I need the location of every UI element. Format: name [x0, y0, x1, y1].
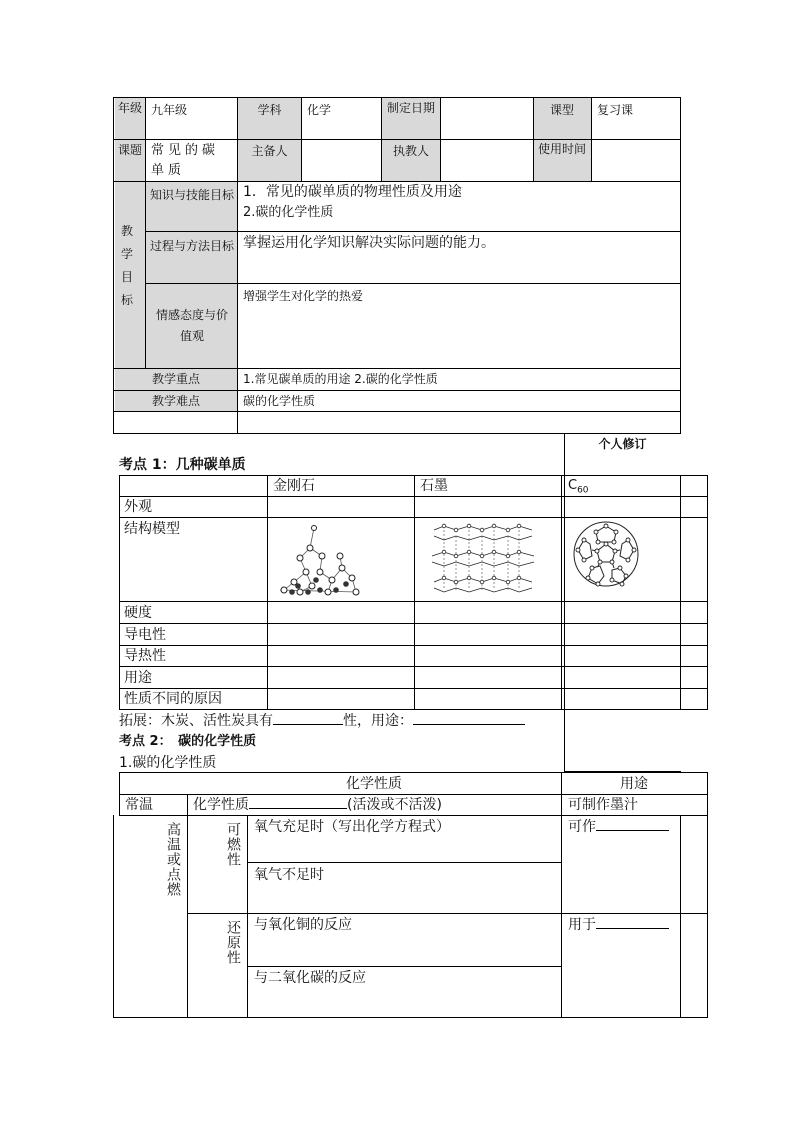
- emotion-goal-text: 增强学生对化学的热爱: [243, 289, 364, 303]
- rule: [113, 97, 114, 434]
- lesson-type-value: 复习课: [597, 103, 634, 117]
- high-temp-label: 高温或点燃: [165, 822, 181, 897]
- revision-label: 个人修订: [598, 437, 647, 451]
- rule: [381, 97, 382, 181]
- normal-temp-label: 常温: [125, 797, 153, 813]
- rule: [561, 475, 562, 710]
- blank-activity[interactable]: [249, 794, 347, 809]
- row-appearance: 外观: [124, 499, 152, 515]
- point2-subtitle: 1.碳的化学性质: [119, 755, 217, 771]
- header-use: 用途: [620, 776, 648, 792]
- rule: [187, 794, 188, 1018]
- subject-value: 化学: [307, 103, 332, 117]
- difficult-point-text: 碳的化学性质: [243, 394, 316, 408]
- process-goal-text: 掌握运用化学知识解决实际问题的能力。: [243, 235, 495, 251]
- row-thermal: 导热性: [124, 648, 166, 664]
- rule: [145, 283, 681, 284]
- emotion-goal-label: 情感态度与价值观: [155, 308, 228, 343]
- c60-symbol: C: [568, 478, 578, 493]
- reaction-cuo-text: 与氧化铜的反应: [254, 917, 352, 933]
- diamond-structure-icon: [270, 520, 410, 600]
- blank-use[interactable]: [413, 710, 525, 725]
- column-c60: [568, 476, 668, 501]
- column-diamond: 金刚石: [273, 478, 315, 494]
- rule: [119, 475, 120, 710]
- extension-text-b: 性，用途：: [343, 713, 413, 729]
- knowledge-goal-line1: 1．常见的碳单质的物理性质及用途: [243, 184, 462, 200]
- oxygen-short-text: 氧气不足时: [254, 867, 324, 883]
- graphite-structure-icon: [424, 522, 554, 596]
- reducing-use-label: 用于: [568, 917, 596, 933]
- normal-temp-property: [193, 794, 559, 816]
- combustible-label: 可燃性: [225, 822, 241, 867]
- rule: [119, 772, 120, 815]
- grade-value: 九年级: [151, 103, 188, 117]
- row-hardness: 硬度: [124, 605, 152, 621]
- topic-label: 课题: [118, 143, 143, 157]
- knowledge-goal-label: 知识与技能目标: [150, 188, 235, 202]
- rule: [591, 97, 592, 181]
- normal-temp-use: 可制作墨汁: [568, 797, 638, 813]
- rule: [440, 97, 441, 181]
- rule: [680, 475, 681, 710]
- extension-text-a: 拓展：木炭、活性炭具有: [119, 713, 273, 729]
- reaction-co2-text: 与二氧化碳的反应: [254, 970, 366, 986]
- rule: [267, 475, 268, 710]
- topic-value: 常见的碳单质: [151, 143, 220, 178]
- lesson-type-label: 课型: [549, 103, 574, 117]
- rule: [680, 815, 681, 1018]
- process-goal-label: 过程与方法目标: [150, 239, 235, 253]
- rule: [707, 475, 708, 710]
- rule: [113, 1017, 708, 1018]
- oxygen-enough-text: 氧气充足时（写出化学方程式）: [254, 819, 450, 835]
- rule: [680, 97, 681, 434]
- c60-structure-icon: [570, 518, 642, 590]
- rule: [247, 862, 561, 863]
- combustible-use: [568, 816, 678, 838]
- combustible-use-label: 可作: [568, 819, 596, 835]
- key-point-text: 1.常见碳单质的用途 2.碳的化学性质: [243, 372, 438, 386]
- subject-label: 学科: [257, 103, 282, 117]
- rule: [247, 815, 248, 1018]
- blank-fuel-use[interactable]: [596, 816, 669, 831]
- row-conductivity: 导电性: [124, 627, 166, 643]
- knowledge-goal-line2: 2.碳的化学性质: [243, 205, 334, 220]
- difficult-point-label: 教学难点: [151, 394, 200, 408]
- header-chemical-property: 化学性质: [346, 776, 402, 792]
- point1-title: 考点 1：几种碳单质: [119, 457, 246, 473]
- use-time-label: 使用时间: [538, 142, 587, 156]
- column-graphite: 石墨: [420, 478, 448, 494]
- rule: [707, 772, 708, 1018]
- date-label: 制定日期: [386, 101, 435, 115]
- key-point-label: 教学重点: [151, 372, 200, 386]
- rule: [301, 97, 302, 181]
- c60-subscript: 60: [577, 485, 589, 496]
- rule: [113, 411, 681, 412]
- row-reason: 性质不同的原因: [124, 691, 222, 707]
- row-structure: 结构模型: [124, 521, 180, 537]
- point2-title: 考点 2： 碳的化学性质: [119, 734, 257, 749]
- normal-temp-text-a: 化学性质: [193, 797, 249, 813]
- normal-temp-text-b: (活泼或不活泼): [347, 797, 442, 813]
- reducing-label: 还原性: [225, 920, 241, 965]
- rule: [414, 475, 415, 710]
- preparer-label: 主备人: [251, 144, 288, 158]
- rule: [561, 772, 562, 1018]
- blank-property[interactable]: [273, 710, 343, 725]
- rule: [113, 139, 681, 140]
- reducing-use: [568, 914, 678, 936]
- rule: [113, 97, 681, 98]
- goals-section-label: 教学目标: [121, 224, 134, 307]
- teacher-label: 执教人: [392, 144, 429, 158]
- grade-label: 年级: [118, 101, 143, 115]
- blank-reducing-use[interactable]: [596, 914, 669, 929]
- rule: [145, 97, 146, 368]
- row-uses: 用途: [124, 670, 152, 686]
- extension-line: [119, 710, 569, 732]
- rule: [113, 815, 114, 1018]
